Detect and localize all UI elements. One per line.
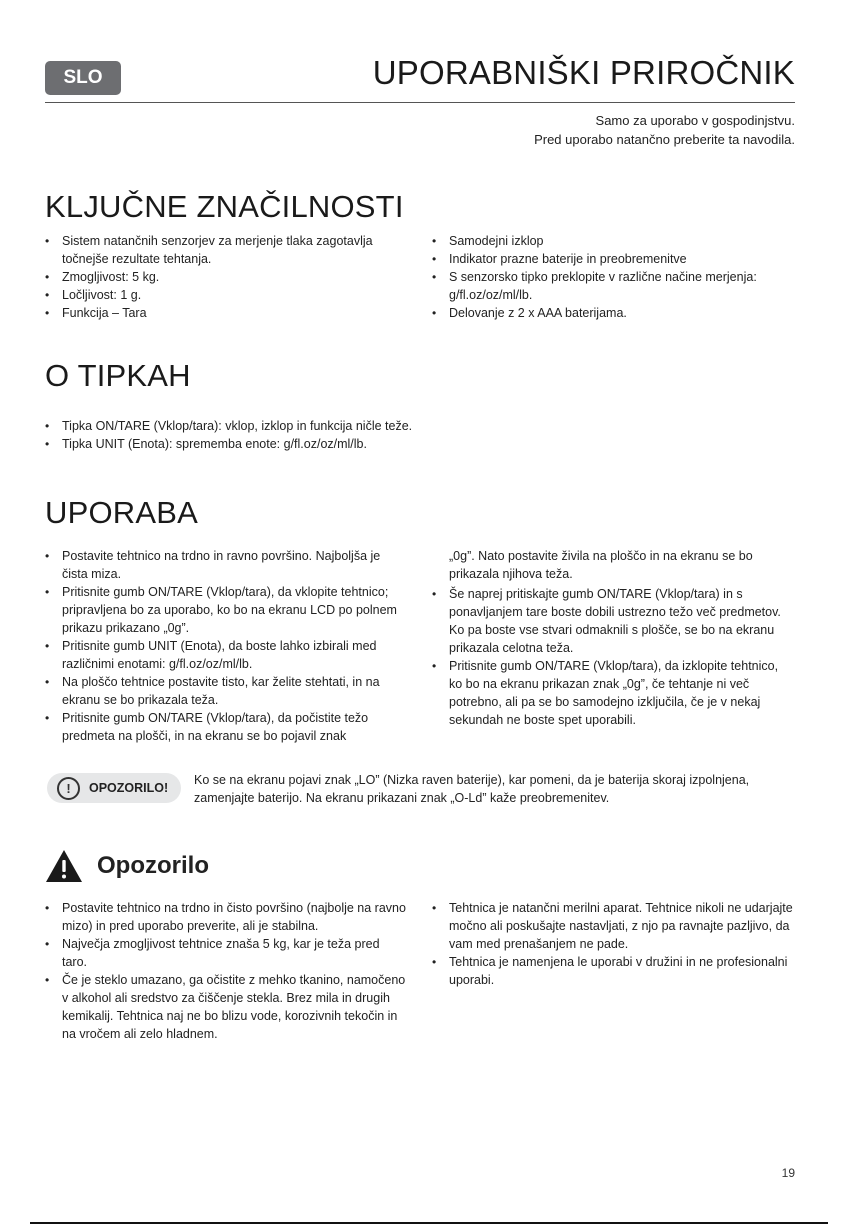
usage-continuation: „0g”. Nato postavite živila na ploščo in na ekranu se bo prikazala njihova teža. <box>449 549 753 581</box>
list-item: • Pritisnite gumb ON/TARE (Vklop/tara), da vklopite tehtnico; pripravljena bo za uporabo, ko bo na ekranu LCD po polnem prikazu prikazano „0g”. <box>45 583 407 637</box>
warning-text: Ko se na ekranu pojavi znak „LO” (Nizka raven baterije), kar pomeni, da je baterija skoraj izpolnjena, zamenjajte baterijo. Na ekranu prikazani znak „O-Ld” kaže preobremenitev. <box>194 773 750 805</box>
usage-notice <box>534 111 795 149</box>
list-item: • Pritisnite gumb UNIT (Enota), da boste lahko izbirali med različnimi enotami: g/fl.oz/oz/ml/lb. <box>45 637 407 673</box>
caution-list-left <box>45 899 407 1043</box>
buttons-list <box>45 417 795 453</box>
list-item: • Tipka ON/TARE (Vklop/tara): vklop, izklop in funkcija ničle teže. <box>45 417 795 435</box>
usage-list-right <box>432 585 794 729</box>
list-item: • S senzorsko tipko preklopite v različne načine merjenja: g/fl.oz/oz/ml/lb. <box>432 268 794 304</box>
list-item: • Funkcija – Tara <box>45 304 407 322</box>
list-item: • Postavite tehtnico na trdno in ravno površino. Najboljša je čista miza. <box>45 547 407 583</box>
exclamation-icon: ! <box>57 777 80 800</box>
page-number: 19 <box>781 1166 795 1180</box>
buttons-heading: O TIPKAH <box>45 358 191 393</box>
warning-badge-label: OPOZORILO! <box>89 781 169 795</box>
list-item: • Pritisnite gumb ON/TARE (Vklop/tara), da počistite težo predmeta na plošči, in na ekranu se bo pojavil znak <box>45 709 407 745</box>
warning-badge <box>47 773 181 803</box>
list-item: • Zmogljivost: 5 kg. <box>45 268 407 286</box>
usage-heading: UPORABA <box>45 495 198 530</box>
list-item: • Postavite tehtnico na trdno in čisto površino (najbolje na ravno mizo) in pred uporabo preverite, ali je stabilna. <box>45 899 407 935</box>
list-item: • Indikator prazne baterije in preobremenitve <box>432 250 794 268</box>
list-item: • Tehtnica je namenjena le uporabi v družini in ne profesionalni uporabi. <box>432 953 794 989</box>
features-list-right <box>432 232 794 322</box>
usage-list-left <box>45 547 407 745</box>
list-item: • Delovanje z 2 x AAA baterijama. <box>432 304 794 322</box>
list-item: • Sistem natančnih senzorjev za merjenje tlaka zagotavlja točnejše rezultate tehtanja. <box>45 232 407 268</box>
list-item: • Tehtnica je natančni merilni aparat. Tehtnice nikoli ne udarjajte močno ali poskušajte nastavljati, z njo pa ravnajte pazljivo, da vam med prenašanjem ne pade. <box>432 899 794 953</box>
warning-triangle-icon <box>45 849 83 883</box>
features-list-left <box>45 232 407 322</box>
list-item: • Še naprej pritiskajte gumb ON/TARE (Vklop/tara) in s ponavljanjem tare boste dobili ustrezno težo več predmetov. Ko pa boste vse stvari odmaknili s plošče, se bo na ekranu prikazala celotna teža. <box>432 585 794 657</box>
caution-heading: Opozorilo <box>97 852 209 879</box>
usage-notice-line: Pred uporabo natančno preberite ta navodila. <box>534 132 795 147</box>
list-item: • Na ploščo tehtnice postavite tisto, kar želite stehtati, in na ekranu se bo prikazala teža. <box>45 673 407 709</box>
document-title: UPORABNIŠKI PRIROČNIK <box>372 54 795 91</box>
usage-notice-line: Samo za uporabo v gospodinjstvu. <box>595 113 795 128</box>
list-item: • Tipka UNIT (Enota): sprememba enote: g/fl.oz/oz/ml/lb. <box>45 435 795 453</box>
header-divider <box>45 102 795 103</box>
list-item: • Če je steklo umazano, ga očistite z mehko tkanino, namočeno v alkohol ali sredstvo za čiščenje stekla. Brez mila in drugih kemikalij. Tehtnica naj ne bo blizu vode, korozivnih tekočin in na vročem ali zelo hladnem. <box>45 971 407 1043</box>
list-item: • Samodejni izklop <box>432 232 794 250</box>
footer-divider <box>30 1222 828 1224</box>
caution-list-right <box>432 899 794 989</box>
features-heading: KLJUČNE ZNAČILNOSTI <box>45 189 404 224</box>
list-item: • Največja zmogljivost tehtnice znaša 5 kg, kar je teža pred taro. <box>45 935 407 971</box>
language-badge: SLO <box>45 61 121 95</box>
list-item: • Ločljivost: 1 g. <box>45 286 407 304</box>
list-item: • Pritisnite gumb ON/TARE (Vklop/tara), da izklopite tehtnico, ko bo na ekranu prikazan znak „0g”, če tehtanje ni več potrebno, ali pa se bo samodejno izključila, če je v nekaj sekundah ne boste spet uporabili. <box>432 657 794 729</box>
